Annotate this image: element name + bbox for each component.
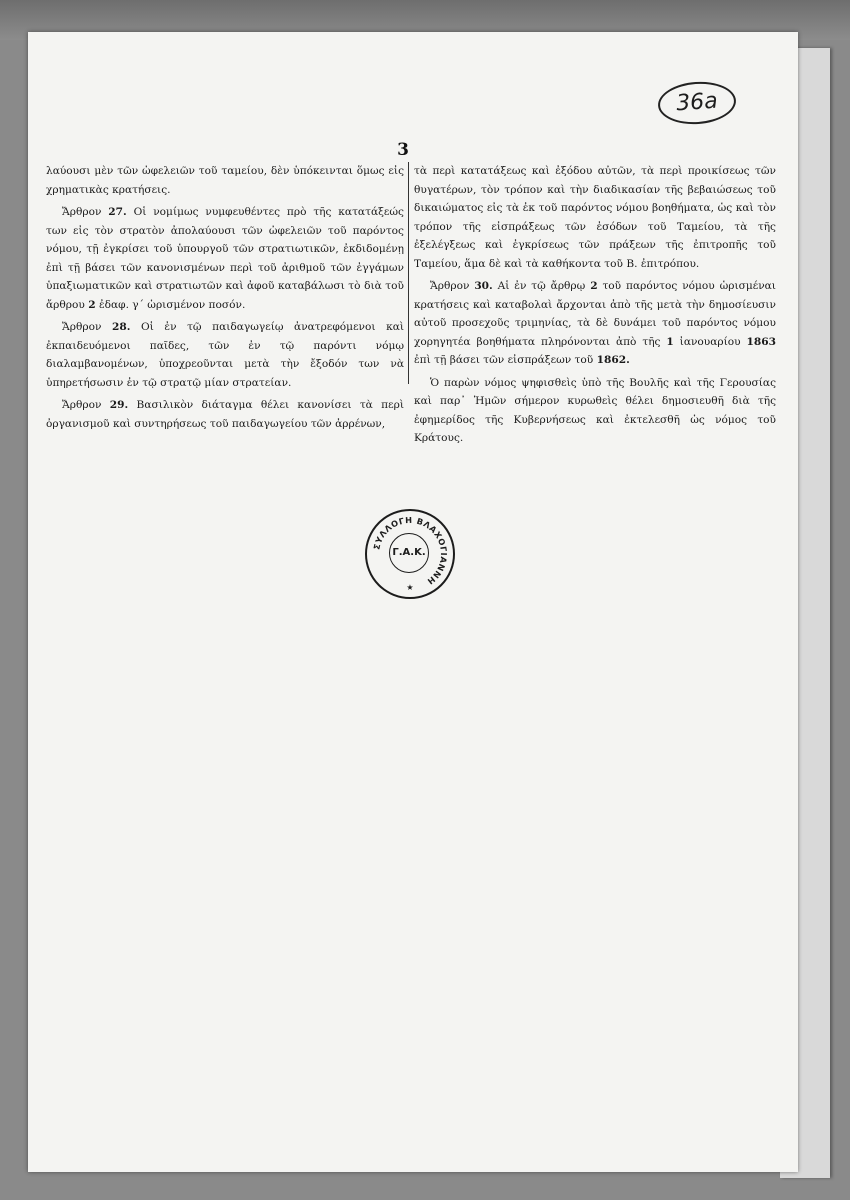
article-number: 29. <box>109 399 129 411</box>
right-column <box>414 162 776 452</box>
inline-number: 2 <box>590 280 598 292</box>
article-text-continued: τοῦ παρόντος νόμου ὡρισμέναι κρατήσεις καὶ καταβολαὶ ἄρχονται ἀπὸ τῆς μετὰ τὴν δημοσίευσιν αὐτοῦ προσεχοῦς τριμηνίας, τὰ δὲ δυνάμει τοῦ παρόντος νόμου χορηγητέα βοηθήματα πληρόνονται ἀπὸ τῆς <box>414 280 776 348</box>
article-label: Ἄρθρον <box>62 399 102 411</box>
article-30 <box>414 277 776 370</box>
article-number: 28. <box>112 321 131 333</box>
article-text-end: ἐπὶ τῇ βάσει τῶν εἰσπράξεων τοῦ <box>414 354 594 366</box>
article-text: Οἱ ἐν τῷ παιδαγωγείῳ ἀνατρεφόμενοι καὶ ἐκπαιδευόμενοι παῖδες, τῶν ἐν τῷ παρόντι νόμῳ διαλαμβανομένων, ὑποχρεοῦνται μετὰ τὴν ἔξοδόν των νὰ ὑπηρετήσωσιν ἐν τῷ στρατῷ μίαν στρατείαν. <box>46 321 405 389</box>
stamp-center-text: Γ.Α.Κ. <box>389 533 429 573</box>
inline-day-number: 1 <box>666 335 674 348</box>
paragraph-text: λαύουσι μὲν τῶν ὠφελειῶν τοῦ ταμείου, δὲν ὑπόκεινται ὅμως εἰς χρηματικὰς κρατήσεις. <box>46 165 404 196</box>
stamp-star-icon: ★ <box>406 583 414 592</box>
enactment-clause <box>414 374 776 448</box>
left-column <box>46 162 404 437</box>
paragraph-text: τὰ περὶ κατατάξεως καὶ ἐξόδου αὐτῶν, τὰ περὶ προικίσεως τῶν θυγατέρων, τὸν τρόπον καὶ τὴν διαδικασίαν τῆς βεβαιώσεως τοῦ δικαιώματος εἰς τὰ ἐκ τοῦ παρόντος νόμου βοηθήματα, ὡς καὶ τὸν τρόπον τῆς εἰσπράξεως τῶν ἐσόδων τοῦ Ταμείου, τὰ τῆς ἐξελέγξεως καὶ ἐγκρίσεως τῶν πράξεων τῆς ἐπιτροπῆς τοῦ Ταμείου, ἅμα δὲ καὶ τὰ καθήκοντα τοῦ Β. ἐπιτρόπου. <box>414 165 776 270</box>
document-page <box>28 32 798 1172</box>
archive-folio-mark: 36a <box>657 79 738 126</box>
article-text-continued: ἐδαφ. γ´ ὡρισμένον ποσόν. <box>98 298 246 311</box>
article-label: Ἄρθρον <box>62 206 102 218</box>
article-text: Αἱ ἐν τῷ ἄρθρῳ <box>497 280 586 292</box>
article-label: Ἄρθρον <box>430 280 470 292</box>
month-text: ἰανουαρίου <box>679 335 741 348</box>
article-label: Ἄρθρον <box>62 321 102 333</box>
enactment-text: Ὁ παρὼν νόμος ψηφισθεὶς ὑπὸ τῆς Βουλῆς καὶ τῆς Γερουσίας καὶ παρ᾽ Ἡμῶν σήμερον κυρωθεὶς θέλει δημοσιευθῆ διὰ τῆς ἐφημερίδος τῆς Κυβερνήσεως καὶ ἐκτελεσθῆ ὡς νόμος τοῦ Κράτους. <box>414 376 776 444</box>
article-number: 27. <box>108 206 127 218</box>
inline-year-1862: 1862. <box>596 354 630 366</box>
article-28 <box>46 318 404 392</box>
article-29 <box>46 396 404 433</box>
inline-year-1863: 1863 <box>746 335 776 348</box>
article-text: Βασιλικὸν διάταγμα θέλει κανονίσει τὰ περὶ ὀργανισμοῦ καὶ συντηρήσεως τοῦ παιδαγωγείου τῶν ἀρρένων, <box>46 399 404 430</box>
paragraph-continuation <box>46 162 404 199</box>
column-divider <box>408 162 409 384</box>
paragraph-continuation <box>414 162 776 273</box>
article-text: Οἱ νομίμως νυμφευθέντες πρὸ τῆς κατατάξεώς των εἰς τὸν στρατὸν ἀπολαύουσι τῶν ὠφελειῶν τοῦ παρόντος νόμου, τῇ ἐγκρίσει τοῦ ὑπουργοῦ τῶν στρατιωτικῶν, ἐκδιδομένῃ ἐπὶ τῇ βάσει τῶν κανονισμένων περὶ τοῦ ἀριθμοῦ τῶν ἐγγάμων ὑπαξιωματικῶν καὶ στρατιωτῶν καὶ ἀφοῦ καταβάλωσι τὸ διὰ τοῦ ἄρθρου <box>46 206 404 311</box>
page-number: 3 <box>397 140 409 160</box>
stamp-ring-text: ΣΥΛΛΟΓΗ ΒΛΑΧΟΓΙΑΝΝΗ <box>371 514 450 587</box>
collection-stamp <box>365 509 455 599</box>
article-number: 30. <box>474 280 493 292</box>
article-27 <box>46 203 404 314</box>
inline-number: 2 <box>88 298 96 311</box>
